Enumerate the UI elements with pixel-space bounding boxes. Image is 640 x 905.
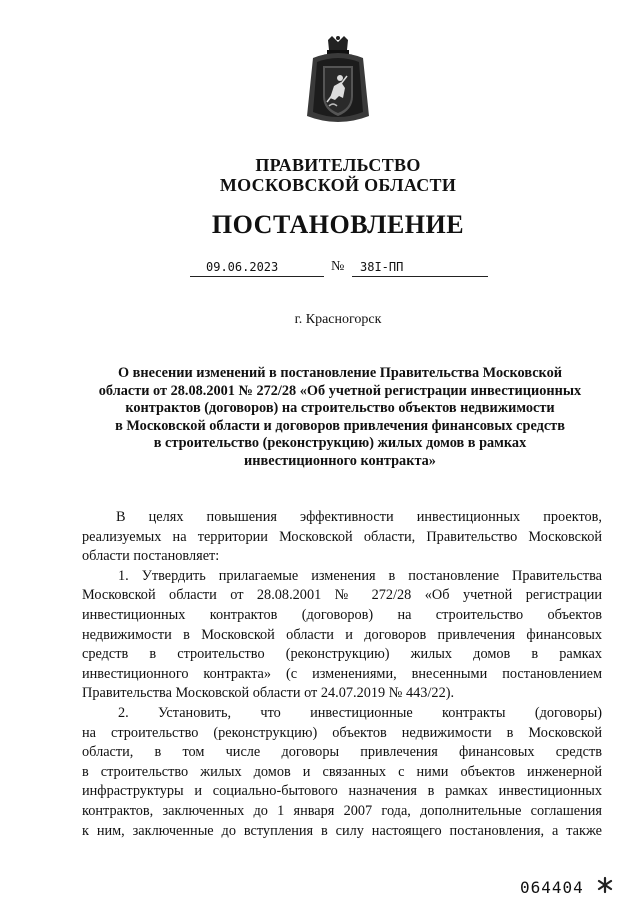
body-line: недвижимости в Московской области и договоров привлечения финансовых [82, 626, 602, 643]
body-line: инвестиционного контракта» (с изменениями, внесенными постановлением [82, 665, 602, 682]
coat-of-arms-icon [303, 36, 373, 128]
serial-number: 064404 [520, 878, 584, 897]
body-line: средств в строительство (реконструкцию) жилых домов в рамках [82, 646, 602, 663]
document-body [82, 508, 602, 841]
body-line: инфраструктуры и социально-бытового назначения в рамках инвестиционных [82, 783, 602, 800]
body-line: в строительство жилых домов и связанных с ними объектов инженерной [82, 763, 602, 780]
date-number-row [190, 260, 490, 280]
body-line: реализуемых на территории Московской области, Правительство Московской [82, 528, 602, 545]
title-line: в Московской области и договоров привлечения финансовых средств [115, 417, 565, 434]
number-sign: № [331, 259, 345, 274]
body-line: на строительство (реконструкцию) объектов недвижимости в Московской [82, 724, 602, 741]
body-line: Московской области от 28.08.2001 № 272/28 «Об учетной регистрации [82, 587, 602, 604]
government-name-line2: МОСКОВСКОЙ ОБЛАСТИ [219, 175, 457, 195]
body-line: к ним, заключенные до вступления в силу настоящего постановления, а также [82, 822, 602, 839]
body-line: 1. Утвердить прилагаемые изменения в постановление Правительства [118, 567, 602, 584]
body-line: Правительства Московской области от 24.07.2019 № 443/22). [82, 685, 455, 702]
document-type-heading: ПОСТАНОВЛЕНИЕ [211, 210, 465, 239]
body-line: области постановляет: [82, 548, 220, 565]
title-line: О внесении изменений в постановление Правительства Московской [117, 365, 562, 381]
document-number: 38I-ПП [352, 260, 488, 277]
body-line: В целях повышения эффективности инвестиционных проектов, [116, 509, 602, 525]
body-line: инвестиционных контрактов (договоров) на строительство объектов [82, 606, 602, 623]
city-label: г. Красногорск [294, 312, 382, 327]
title-line: контрактов (договоров) на строительство объектов недвижимости [125, 400, 555, 416]
body-line: контрактов, заключенных до 1 января 2007 года, дополнительные соглашения [82, 802, 602, 819]
document-title [90, 365, 590, 470]
body-line: 2. Установить, что инвестиционные контракты (договоры) [118, 704, 602, 721]
title-line: в строительство (реконструкцию) жилых домов в рамках [153, 435, 527, 451]
title-line: области от 28.08.2001 № 272/28 «Об учетной регистрации инвестиционных [98, 382, 582, 399]
document-date: 09.06.2023 [190, 260, 324, 277]
body-line: области, в том числе договоры привлечения финансовых средств [82, 744, 602, 761]
title-line: инвестиционного контракта» [244, 452, 436, 469]
asterisk-icon [596, 876, 614, 894]
government-name-line1: ПРАВИТЕЛЬСТВО [255, 155, 421, 175]
